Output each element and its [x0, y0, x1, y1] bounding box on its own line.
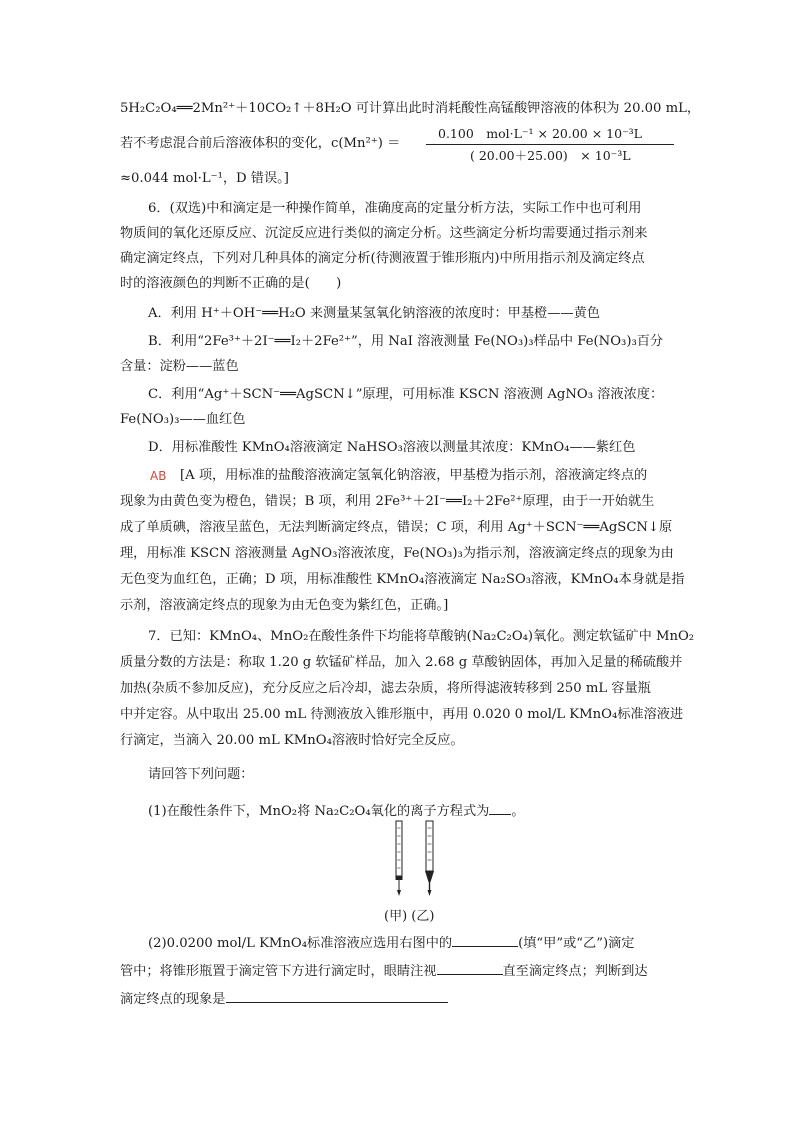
- text-line-7: 时的溶液颜色的判断不正确的是( ): [120, 276, 342, 291]
- option-b: B．利用“2Fe³⁺＋2I⁻══I₂＋2Fe²⁺”，用 NaI 溶液测量 Fe(NO₃)₃样品中 Fe(NO₃)₃百分: [148, 334, 664, 349]
- answer-blank-3[interactable]: [437, 960, 503, 975]
- sub-question-1-text: (1)在酸性条件下，MnO₂将 Na₂C₂O₄氧化的离子方程式为: [148, 804, 490, 819]
- fraction-denominator: ( 20.00＋25.00) × 10⁻³L: [470, 148, 631, 163]
- question-7-line-3: 加热(杂质不参加反应)，充分反应之后冷却，滤去杂质，将所得滤液转移到 250 mL 容量瓶: [120, 681, 651, 696]
- answer-blank-1[interactable]: [489, 800, 511, 815]
- explanation-line-5: 无色变为血红色，正确；D 项，用标准酸性 KMnO₄溶液滴定 Na₂SO₃溶液，KMnO₄本身就是指: [120, 572, 685, 587]
- option-d: D．用标准酸性 KMnO₄溶液滴定 NaHSO₃溶液以测量其浓度：KMnO₄——紫红色: [148, 440, 636, 455]
- answer-blank-4[interactable]: [226, 988, 448, 1003]
- answer-letters: AB: [150, 469, 167, 483]
- text-line-2: 若不考虑混合前后溶液体积的变化，c(Mn²⁺) ＝: [120, 136, 401, 151]
- option-a: A．利用 H⁺＋OH⁻══H₂O 来测量某氢氧化钠溶液的浓度时：甲基橙——黄色: [148, 306, 600, 321]
- sub-question-2-line-3-text: 滴定终点的现象是: [120, 992, 226, 1007]
- answer-blank-2[interactable]: [452, 932, 518, 947]
- question-7-line-5: 行滴定，当滴入 20.00 mL KMnO₄溶液时恰好完全反应。: [120, 733, 464, 748]
- question-7-line-4: 中并定容。从中取出 25.00 mL 待测液放入锥形瓶中，再用 0.020 0 mol/L KMnO₄标准溶液进: [120, 707, 684, 722]
- explanation-line-1: [A 项，用标准的盐酸溶液滴定氢氧化钠溶液，甲基橙为指示剂，溶液滴定终点的: [180, 468, 648, 483]
- fraction-bar: [426, 144, 674, 145]
- question-7-line-2: 质量分数的方法是：称取 1.20 g 软锰矿样品，加入 2.68 g 草酸钠固体，再加入足量的稀硫酸并: [120, 655, 683, 670]
- option-b-cont: 含量：淀粉——蓝色: [120, 359, 239, 374]
- sub-question-2-tail-1: (填“甲”或“乙”)滴定: [518, 936, 635, 951]
- explanation-line-2: 现象为由黄色变为橙色，错误；B 项，利用 2Fe³⁺＋2I⁻══I₂＋2Fe²⁺原理，由于一开始就生: [120, 494, 655, 509]
- text-line-6: 确定滴定终点，下列对几种具体的滴定分析(待测液置于锥形瓶内)中所用指示剂及滴定终点: [120, 251, 645, 266]
- sub-question-1-end: 。: [511, 804, 525, 819]
- explanation-line-6: 示剂，溶液滴定终点的现象为由无色变为紫红色，正确。]: [120, 598, 449, 613]
- sub-question-2: [148, 932, 634, 953]
- burette-yi-icon: [425, 821, 434, 896]
- text-line-1: 5H₂C₂O₄══2Mn²⁺＋10CO₂↑＋8H₂O 可计算出此时消耗酸性高锰酸钾溶液的体积为 20.00 mL，: [120, 101, 701, 116]
- fraction-numerator: 0.100 mol·L⁻¹ × 20.00 × 10⁻³L: [438, 126, 642, 141]
- option-c: C．利用“Ag⁺＋SCN⁻══AgSCN↓”原理，可用标准 KSCN 溶液测 AgNO₃ 溶液浓度：: [148, 387, 664, 402]
- sub-question-2-line-3: [120, 988, 448, 1009]
- text-line-5: 物质间的氧化还原反应、沉淀反应进行类似的滴定分析。这些滴定分析均需要通过指示剂来: [120, 226, 648, 241]
- sub-question-2-line-2-text: 管中；将锥形瓶置于滴定管下方进行滴定时，眼睛注视: [120, 964, 437, 979]
- answer-tag: [150, 467, 166, 486]
- question-7-stem: 7．已知：KMnO₄、MnO₂在酸性条件下均能将草酸钠(Na₂C₂O₄)氧化。测定软锰矿中 MnO₂: [148, 629, 695, 644]
- option-c-cont: Fe(NO₃)₃——血红色: [120, 412, 246, 427]
- question-6-stem: 6．(双选)中和滴定是一种操作简单，准确度高的定量分析方法，实际工作中也可利用: [148, 201, 642, 216]
- explanation-line-4: 理，用标准 KSCN 溶液测量 AgNO₃溶液浓度，Fe(NO₃)₃为指示剂，溶液滴定终点的现象为由: [120, 546, 674, 561]
- text-line-3: ≈0.044 mol·L⁻¹，D 错误。]: [120, 171, 289, 186]
- burette-figure: [388, 820, 448, 900]
- sub-question-1: [148, 800, 525, 821]
- figure-caption: (甲) (乙): [384, 909, 435, 924]
- explanation-line-3: 成了单质碘，溶液呈蓝色，无法判断滴定终点，错误；C 项，利用 Ag⁺＋SCN⁻══AgSCN↓原: [120, 520, 673, 535]
- sub-questions-heading: 请回答下列问题：: [148, 767, 254, 782]
- sub-question-2-text: (2)0.0200 mol/L KMnO₄标准溶液应选用右图中的: [148, 936, 453, 951]
- sub-question-2-line-2: [120, 960, 648, 981]
- sub-question-2-tail-2: 直至滴定终点；判断到达: [502, 964, 648, 979]
- burette-jia-icon: [396, 821, 403, 896]
